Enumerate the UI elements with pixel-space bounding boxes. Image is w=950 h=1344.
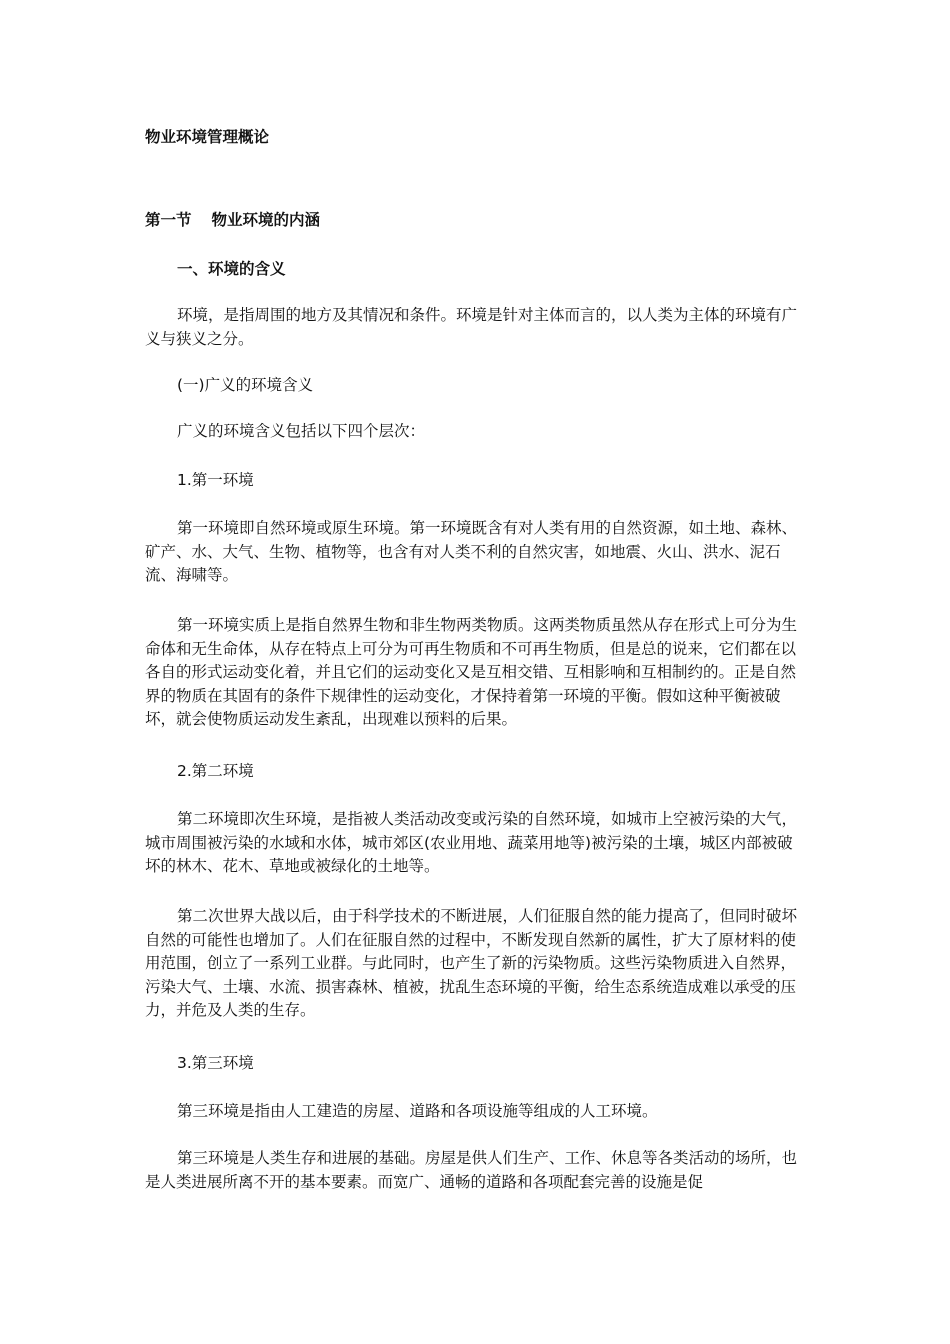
heading-broad-meaning: (一)广义的环境含义 bbox=[177, 376, 314, 394]
paragraph-third-environment-1: 第三环境是指由人工建造的房屋、道路和各项设施等组成的人工环境。 bbox=[177, 1102, 658, 1120]
paragraph-third-environment-2: 第三环境是人类生存和进展的基础。房屋是供人们生产、工作、休息等各类活动的场所，也是人类进展所离不开的基本要素。而宽广、通畅的道路和各项配套完善的设施是促 bbox=[145, 1149, 798, 1191]
heading-second-environment: 2.第二环境 bbox=[177, 762, 254, 780]
paragraph-second-environment-2: 第二次世界大战以后，由于科学技术的不断进展，人们征服自然的能力提高了，但同时破坏自然的可能性也增加了。人们在征服自然的过程中，不断发现自然新的属性，扩大了原材料的使用范围，创立了一系列工业群。与此同时，也产生了新的污染物质。这些污染物质进入自然界，污染大气、土壤、水流、损害森林、植被，扰乱生态环境的平衡，给生态系统造成难以承受的压力，并危及人类的生存。 bbox=[145, 907, 798, 1019]
paragraph-intro: 环境，是指周围的地方及其情况和条件。环境是针对主体而言的，以人类为主体的环境有广义与狭义之分。 bbox=[145, 306, 798, 348]
heading-third-environment: 3.第三环境 bbox=[177, 1054, 254, 1072]
heading-environment-meaning: 一、环境的含义 bbox=[177, 260, 286, 278]
section-name: 物业环境的内涵 bbox=[211, 211, 321, 229]
section-heading bbox=[145, 209, 805, 233]
document-title: 物业环境管理概论 bbox=[145, 128, 270, 146]
paragraph-second-environment-1: 第二环境即次生环境，是指被人类活动改变或污染的自然环境，如城市上空被污染的大气，城市周围被污染的水域和水体，城市郊区(农业用地、蔬菜用地等)被污染的土壤，城区内部被破坏的林木、花木、草地或被绿化的土地等。 bbox=[145, 810, 798, 875]
paragraph-first-environment-1: 第一环境即自然环境或原生环境。第一环境既含有对人类有用的自然资源，如土地、森林、矿产、水、大气、生物、植物等，也含有对人类不利的自然灾害，如地震、火山、洪水、泥石流、海啸等。 bbox=[145, 519, 798, 584]
paragraph-broad-levels: 广义的环境含义包括以下四个层次： bbox=[177, 422, 426, 440]
paragraph-first-environment-2: 第一环境实质上是指自然界生物和非生物两类物质。这两类物质虽然从存在形式上可分为生命体和无生命体，从存在特点上可分为可再生物质和不可再生物质，但是总的说来，它们都在以各自的形式运动变化着，并且它们的运动变化又是互相交错、互相影响和互相制约的。正是自然界的物质在其固有的条件下规律性的运动变化，才保持着第一环境的平衡。假如这种平衡被破坏，就会使物质运动发生紊乱，出现难以预料的后果。 bbox=[145, 616, 798, 728]
heading-first-environment: 1.第一环境 bbox=[177, 471, 254, 489]
section-number: 第一节 bbox=[145, 211, 192, 229]
